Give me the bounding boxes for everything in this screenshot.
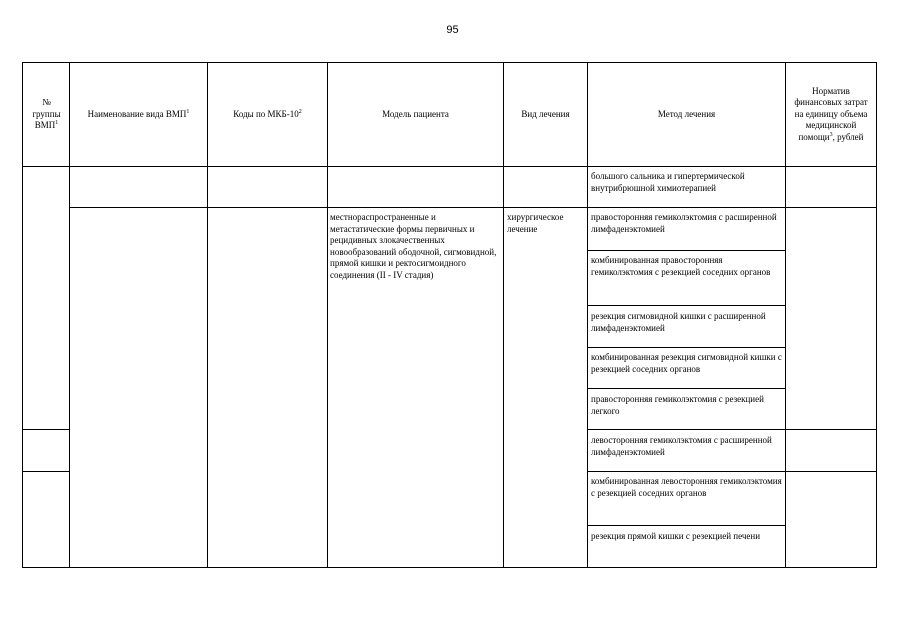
method4-bottom-line	[587, 347, 785, 348]
header-group-no-sup: 1	[55, 120, 59, 127]
method-cell: правосторонняя гемиколэктомия с резекцией легкого	[591, 394, 764, 416]
method6-bottom-line	[587, 429, 876, 430]
header-treatment-type: Вид лечения	[521, 108, 570, 119]
header-bottom-line	[23, 166, 876, 167]
method2-bottom-line	[587, 250, 785, 251]
method-cell: комбинированная правосторонняя гемиколэктомия с резекцией соседних органов	[591, 255, 771, 277]
method-cell: правосторонняя гемиколэктомия с расширенной лимфаденэктомией	[591, 212, 777, 234]
method-cell: комбинированная левосторонняя гемиколэктомия с резекцией соседних органов	[591, 476, 782, 498]
method3-bottom-line	[587, 305, 785, 306]
page-number: 95	[446, 24, 459, 36]
header-vmp-name-sup: 1	[186, 108, 190, 115]
method-cell: резекция сигмовидной кишки с расширенной лимфаденэктомией	[591, 311, 766, 333]
header-vmp-name-text: Наименование вида ВМП	[87, 108, 187, 119]
method-cell: комбинированная резекция сигмовидной кишки с резекцией соседних органов	[591, 352, 782, 374]
method-cell: левосторонняя гемиколэктомия с расширенной лимфаденэктомией	[591, 435, 772, 457]
patient-model-cell: местнораспространенные и метастатические формы первичных и рецидивных злокачественных новообразований ободочной, сигмовидной, прямой кишки и ректосигмоидного соединения (II - IV стадия)	[330, 212, 497, 280]
header-treatment-method: Метод лечения	[657, 108, 716, 119]
header-group-no-text: № группы ВМП	[32, 97, 61, 131]
header-group-no	[24, 63, 69, 166]
header-vmp-name	[70, 63, 207, 166]
header-norm-text: Норматив финансовых затрат на единицу объема медицинской помощи	[794, 85, 868, 142]
method7-bottom-line	[587, 471, 876, 472]
method-cell: большого сальника и гипертермической внутрибрюшной химиотерапией	[591, 171, 745, 193]
row-sep-a	[23, 429, 69, 430]
header-mkb-codes-text: Коды по МКБ-10	[233, 108, 299, 119]
row-sep-b	[23, 471, 69, 472]
vmp-table	[22, 62, 877, 568]
treatment-type-cell: хирургическое лечение	[507, 212, 564, 234]
method8-bottom-line	[587, 525, 785, 526]
row1-bottom-line	[69, 207, 876, 208]
header-patient-model: Модель пациента	[382, 108, 449, 119]
header-norm	[786, 63, 876, 166]
header-mkb-codes	[208, 63, 327, 166]
header-norm-suffix: , рублей	[832, 131, 864, 142]
header-mkb-codes-sup: 2	[298, 108, 302, 115]
method5-bottom-line	[587, 388, 785, 389]
header-norm-sup: 3	[829, 131, 833, 138]
method-cell: резекция прямой кишки с резекцией печени	[591, 531, 761, 541]
